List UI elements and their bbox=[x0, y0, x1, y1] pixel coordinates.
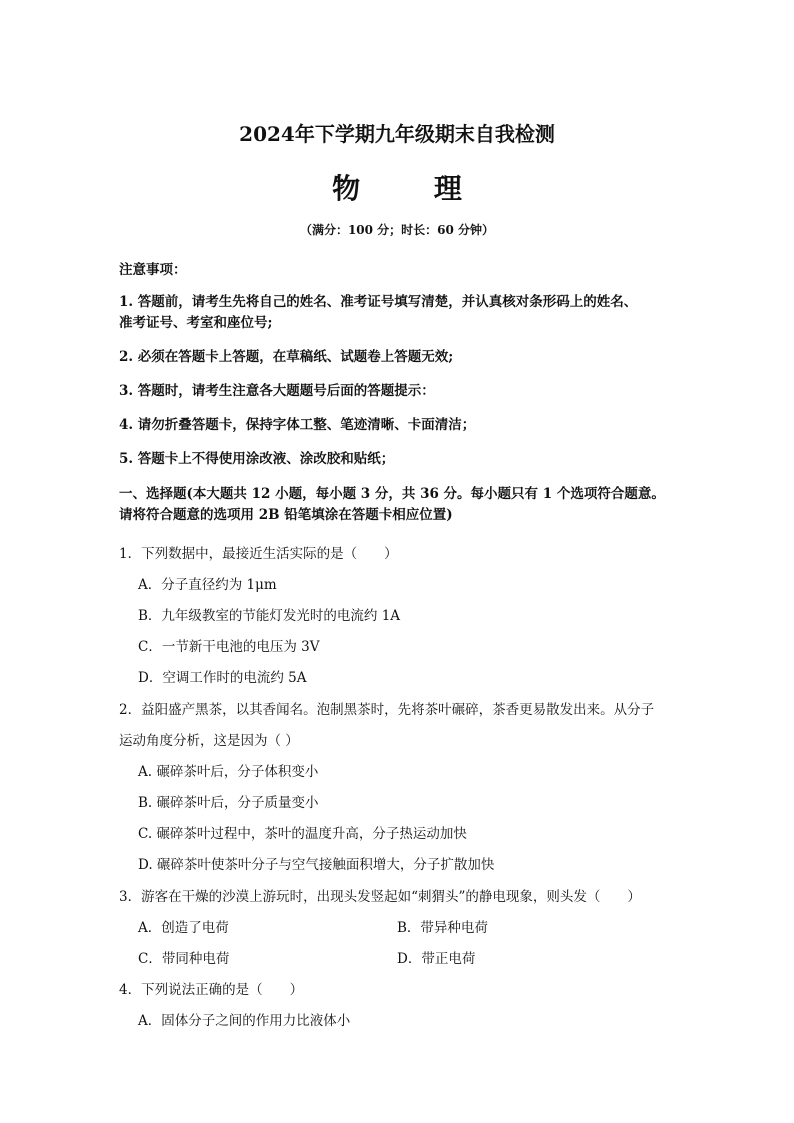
question-2-stem: 2．益阳盛产黑茶，以其香闻名。泡制黑茶时，先将茶叶碾碎，茶香更易散发出来。从分子 bbox=[119, 702, 655, 718]
note-item: 5. 答题卡上不得使用涂改液、涂改胶和贴纸； bbox=[119, 451, 395, 467]
question-2-option-a: A. 碾碎茶叶后，分子体积变小 bbox=[138, 764, 319, 780]
question-1-option-b: B．九年级教室的节能灯发光时的电流约 1A bbox=[138, 608, 401, 624]
question-3-option-b: B．带异种电荷 bbox=[397, 920, 488, 936]
note-item: 准考证号、考室和座位号; bbox=[119, 315, 273, 331]
question-3-option-c: C．带同种电荷 bbox=[138, 951, 230, 967]
question-1-option-d: D．空调工作时的电流约 5A bbox=[138, 670, 307, 686]
question-2-option-d: D. 碾碎茶叶使茶叶分子与空气接触面积增大，分子扩散加快 bbox=[138, 857, 495, 873]
question-1-option-c: C．一节新干电池的电压为 3V bbox=[138, 639, 320, 655]
question-4-option-a: A．固体分子之间的作用力比液体小 bbox=[138, 1013, 351, 1029]
note-item: 4. 请勿折叠答题卡，保持字体工整、笔迹清晰、卡面清洁； bbox=[119, 417, 476, 433]
question-3-option-d: D．带正电荷 bbox=[397, 951, 476, 967]
note-item: 1. 答题前，请考生先将自己的姓名、准考证号填写清楚，并认真核对条形码上的姓名、 bbox=[119, 294, 638, 310]
note-item: 2. 必须在答题卡上答题，在草稿纸、试题卷上答题无效; bbox=[119, 349, 454, 365]
question-2-stem-line2: 运动角度分析，这是因为（ ） bbox=[119, 733, 299, 749]
subject-title: 物 理 bbox=[332, 172, 494, 205]
note-item: 3. 答题时，请考生注意各大题题号后面的答题提示： bbox=[119, 383, 435, 399]
question-2-option-b: B. 碾碎茶叶后，分子质量变小 bbox=[138, 795, 319, 811]
question-1-option-a: A．分子直径约为 1μm bbox=[138, 577, 277, 593]
question-2-option-c: C. 碾碎茶叶过程中，茶叶的温度升高，分子热运动加快 bbox=[138, 826, 467, 842]
exam-title: 2024年下学期九年级期末自我检测 bbox=[239, 122, 555, 146]
question-4-stem: 4．下列说法正确的是（ ） bbox=[119, 982, 304, 998]
notes-heading: 注意事项： bbox=[119, 262, 187, 278]
section-heading: 一、选择题(本大题共 12 小题，每小题 3 分，共 36 分。每小题只有 1 个选项符合题意。 bbox=[119, 486, 665, 502]
exam-meta: （满分：100 分；时长：60 分钟） bbox=[299, 223, 495, 237]
question-1-stem: 1．下列数据中，最接近生活实际的是（ ） bbox=[119, 546, 398, 562]
section-heading-line2: 请将符合题意的选项用 2B 铅笔填涂在答题卡相应位置) bbox=[119, 507, 453, 523]
question-3-stem: 3．游客在干燥的沙漠上游玩时，出现头发竖起如“刺猬头”的静电现象，则头发（ ） bbox=[119, 889, 641, 905]
question-3-option-a: A．创造了电荷 bbox=[138, 920, 229, 936]
